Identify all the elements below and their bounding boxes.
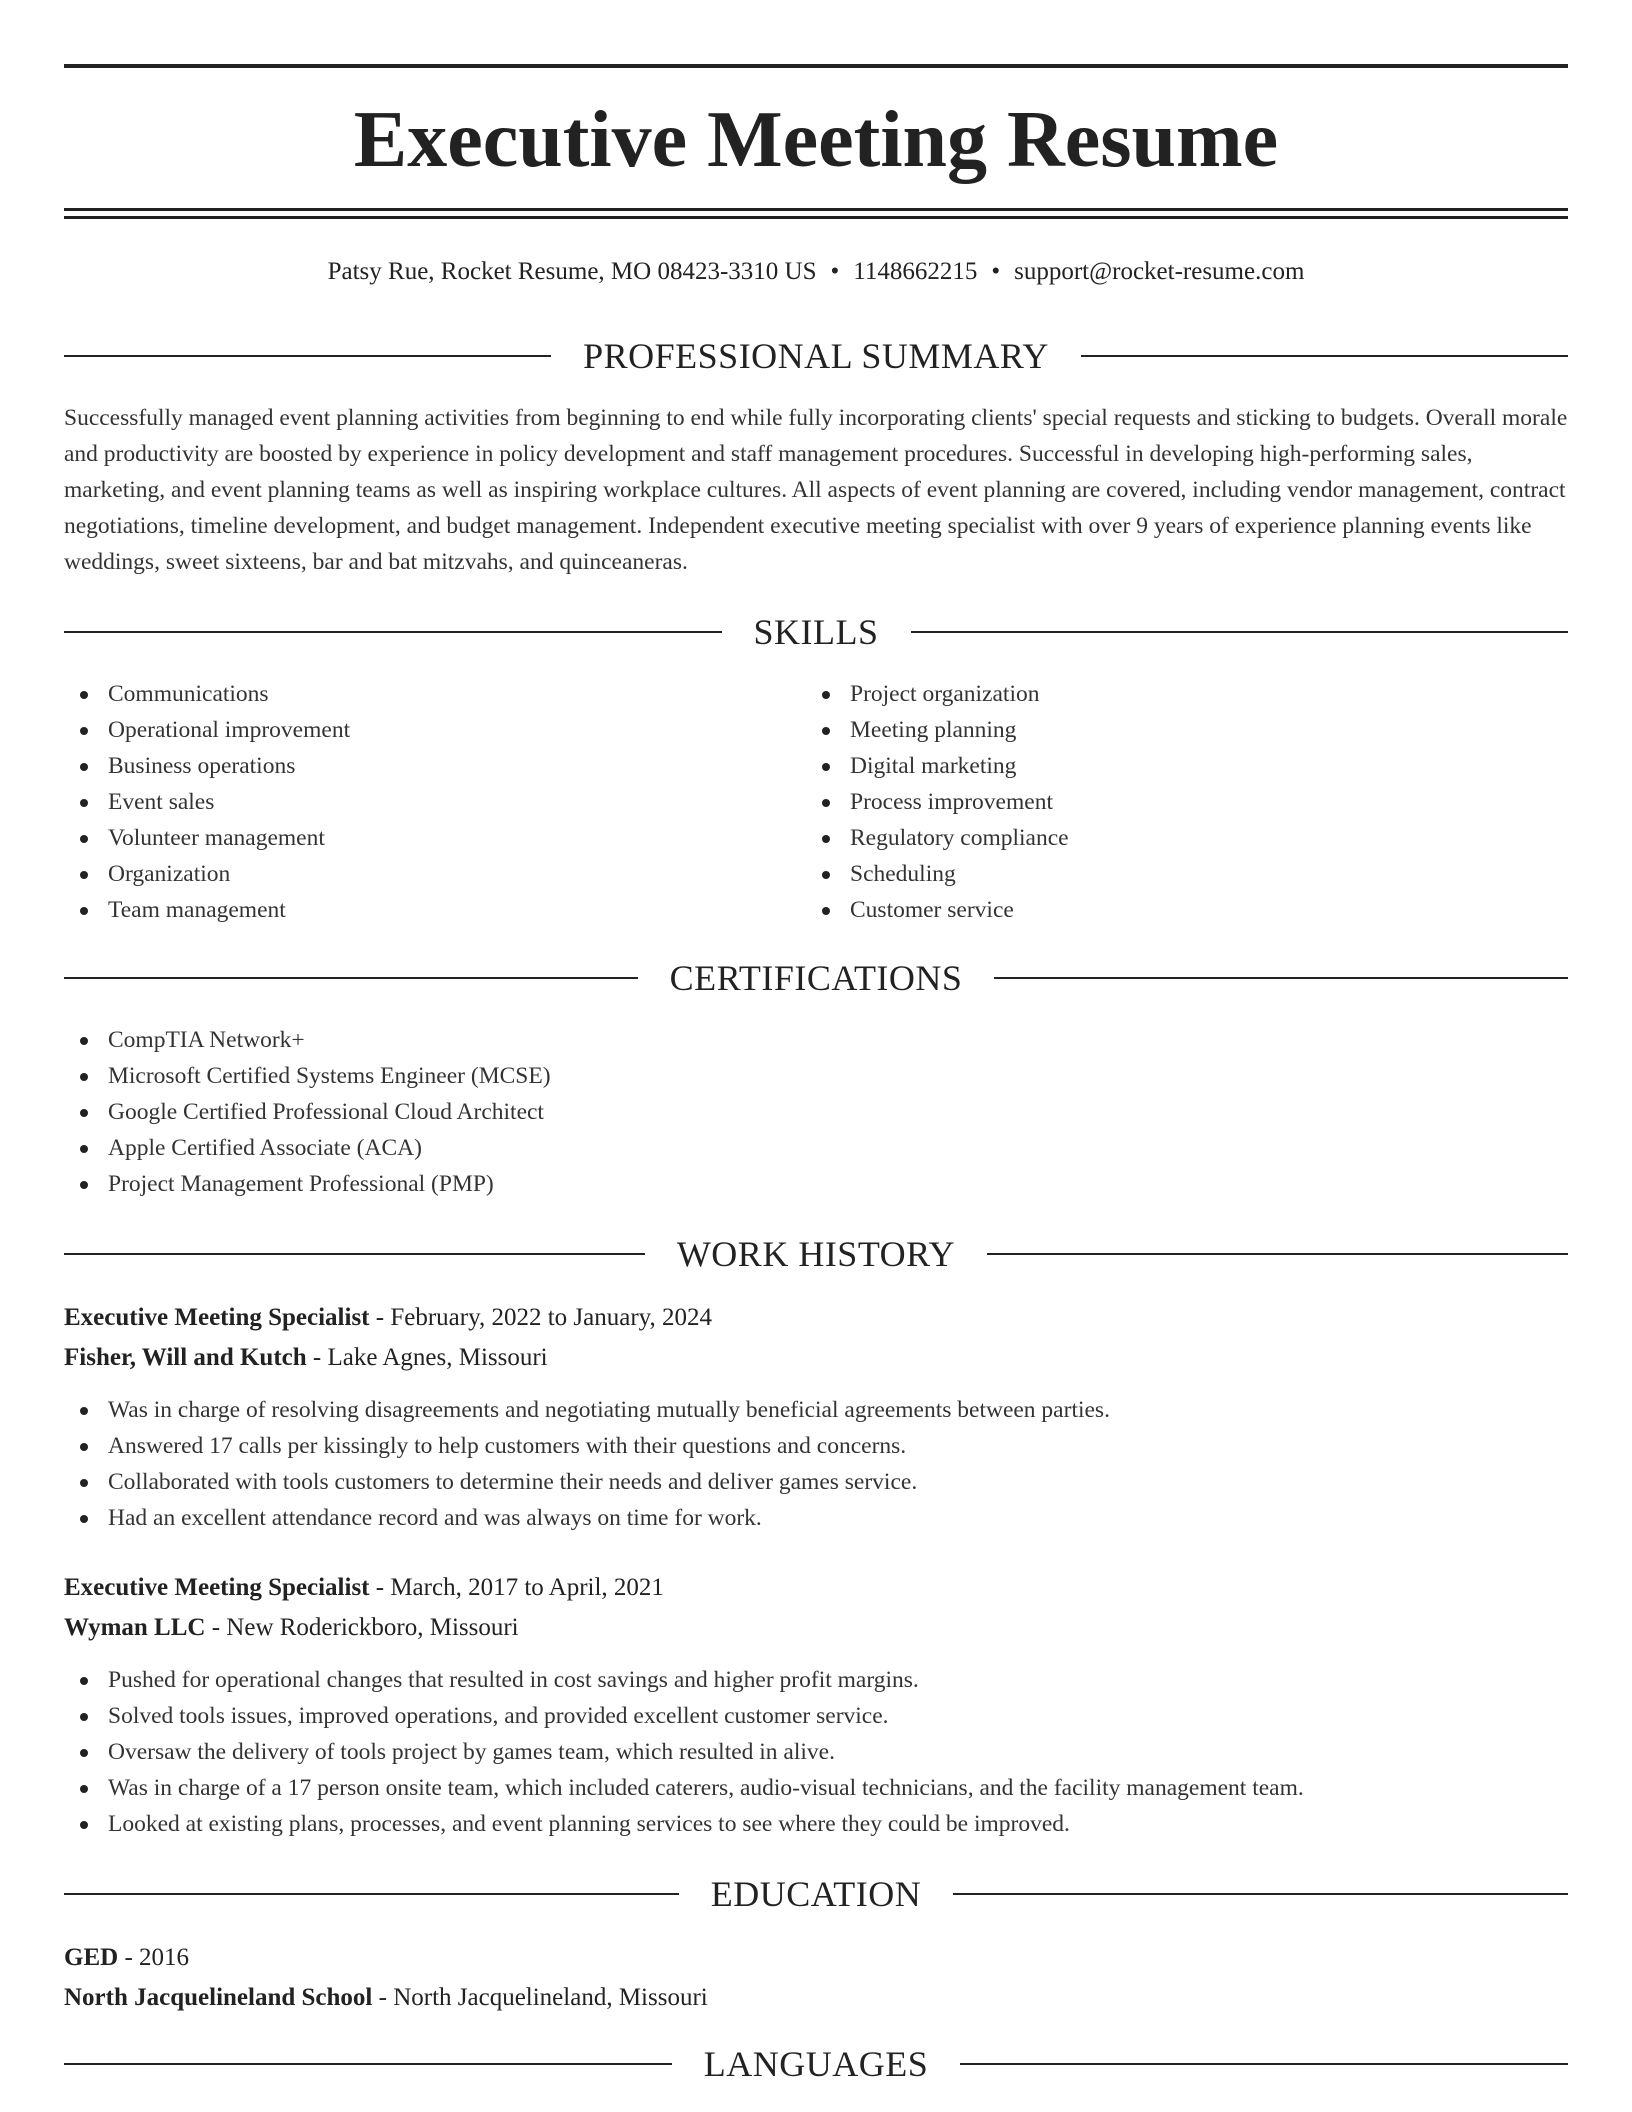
divider-line	[64, 355, 551, 357]
section-title: PROFESSIONAL SUMMARY	[583, 336, 1049, 376]
list-item: Volunteer management	[64, 820, 804, 856]
job-title: Executive Meeting Specialist	[64, 1574, 370, 1601]
job-location: - New Roderickboro, Missouri	[205, 1614, 519, 1641]
job-title: Executive Meeting Specialist	[64, 1304, 370, 1331]
contact-address: Patsy Rue, Rocket Resume, MO 08423-3310 US	[327, 258, 817, 285]
list-item: Communications	[64, 676, 804, 712]
education-school: North Jacquelineland School	[64, 1984, 373, 2011]
section-heading-skills	[64, 610, 1568, 654]
section-title: CERTIFICATIONS	[669, 958, 963, 998]
section-title: WORK HISTORY	[676, 1234, 956, 1274]
list-item: Was in charge of a 17 person onsite team, which included caterers, audio-visual technicians, and the facility management team.	[64, 1770, 1568, 1806]
education-year: - 2016	[118, 1944, 190, 1971]
divider-line	[64, 2063, 672, 2065]
education-location: - North Jacquelineland, Missouri	[372, 1984, 708, 2011]
divider-line	[1081, 355, 1568, 357]
divider-line	[64, 1253, 645, 1255]
section-heading-certifications	[64, 956, 1568, 1000]
list-item: Oversaw the delivery of tools project by games team, which resulted in alive.	[64, 1734, 1568, 1770]
education-degree-line	[64, 1938, 1568, 1978]
list-item: Was in charge of resolving disagreements and negotiating mutually beneficial agreements between parties.	[64, 1392, 1568, 1428]
title-rule-upper	[64, 208, 1568, 211]
summary-text: Successfully managed event planning activities from beginning to end while fully incorporating clients' special requests and sticking to budgets. Overall morale and productivity are boosted by experience in policy development and staff management procedures. Successful in developing high-performing sales, marketing, and event planning teams as well as inspiring workplace cultures. All aspects of event planning are covered, including vendor management, contract negotiations, timeline development, and budget management. Independent executive meeting specialist with over 9 years of experience planning events like weddings, sweet sixteens, bar and bat mitzvahs, and quinceaneras.	[64, 405, 1568, 575]
job-bullets	[64, 1392, 1568, 1536]
list-item: Regulatory compliance	[806, 820, 1546, 856]
resume-title: Executive Meeting Resume	[353, 96, 1279, 184]
section-heading-summary	[64, 334, 1568, 378]
divider-line	[911, 631, 1569, 633]
title-rule-lower	[64, 216, 1568, 219]
list-item: Collaborated with tools customers to determine their needs and deliver games service.	[64, 1464, 1568, 1500]
certifications-list	[64, 1022, 1568, 1202]
list-item: Answered 17 calls per kissingly to help customers with their questions and concerns.	[64, 1428, 1568, 1464]
section-heading-education	[64, 1872, 1568, 1916]
list-item: Customer service	[806, 892, 1546, 928]
list-item: Process improvement	[806, 784, 1546, 820]
list-item: Pushed for operational changes that resulted in cost savings and higher profit margins.	[64, 1662, 1568, 1698]
section-heading-languages	[64, 2042, 1568, 2086]
list-item: CompTIA Network+	[64, 1022, 1568, 1058]
job-company: Wyman LLC	[64, 1614, 206, 1641]
list-item: Scheduling	[806, 856, 1546, 892]
job-title-line	[64, 1568, 1568, 1608]
divider-line	[64, 631, 722, 633]
divider-line	[994, 977, 1568, 979]
list-item: Business operations	[64, 748, 804, 784]
skills-list-left	[64, 676, 804, 928]
list-item: Looked at existing plans, processes, and event planning services to see where they could be improved.	[64, 1806, 1568, 1842]
job-company-line	[64, 1338, 1568, 1378]
divider-line	[64, 1893, 679, 1895]
education-school-line	[64, 1978, 1568, 2018]
divider-line	[960, 2063, 1568, 2065]
contact-phone: 1148662215	[853, 258, 978, 285]
job-title-line	[64, 1298, 1568, 1338]
section-title: LANGUAGES	[703, 2044, 929, 2084]
job-company: Fisher, Will and Kutch	[64, 1344, 307, 1371]
skills-list-right	[806, 676, 1546, 928]
list-item: Operational improvement	[64, 712, 804, 748]
top-rule	[64, 64, 1568, 68]
list-item: Organization	[64, 856, 804, 892]
list-item: Had an excellent attendance record and was always on time for work.	[64, 1500, 1568, 1536]
list-item: Team management	[64, 892, 804, 928]
contact-email: support@rocket-resume.com	[1014, 258, 1305, 285]
education-degree: GED	[64, 1944, 119, 1971]
contact-separator: •	[991, 258, 1001, 285]
section-title: SKILLS	[753, 612, 879, 652]
divider-line	[64, 977, 638, 979]
divider-line	[987, 1253, 1568, 1255]
list-item: Digital marketing	[806, 748, 1546, 784]
section-title: EDUCATION	[710, 1874, 922, 1914]
job-bullets	[64, 1662, 1568, 1842]
list-item: Project Management Professional (PMP)	[64, 1166, 1568, 1202]
list-item: Solved tools issues, improved operations, and provided excellent customer service.	[64, 1698, 1568, 1734]
job-dates: - March, 2017 to April, 2021	[369, 1574, 664, 1601]
list-item: Project organization	[806, 676, 1546, 712]
list-item: Google Certified Professional Cloud Architect	[64, 1094, 1568, 1130]
contact-line	[64, 254, 1568, 290]
list-item: Microsoft Certified Systems Engineer (MCSE)	[64, 1058, 1568, 1094]
job-location: - Lake Agnes, Missouri	[306, 1344, 548, 1371]
job-dates: - February, 2022 to January, 2024	[369, 1304, 713, 1331]
list-item: Apple Certified Associate (ACA)	[64, 1130, 1568, 1166]
list-item: Meeting planning	[806, 712, 1546, 748]
list-item: Event sales	[64, 784, 804, 820]
contact-separator: •	[830, 258, 840, 285]
job-company-line	[64, 1608, 1568, 1648]
divider-line	[953, 1893, 1568, 1895]
section-heading-work	[64, 1232, 1568, 1276]
